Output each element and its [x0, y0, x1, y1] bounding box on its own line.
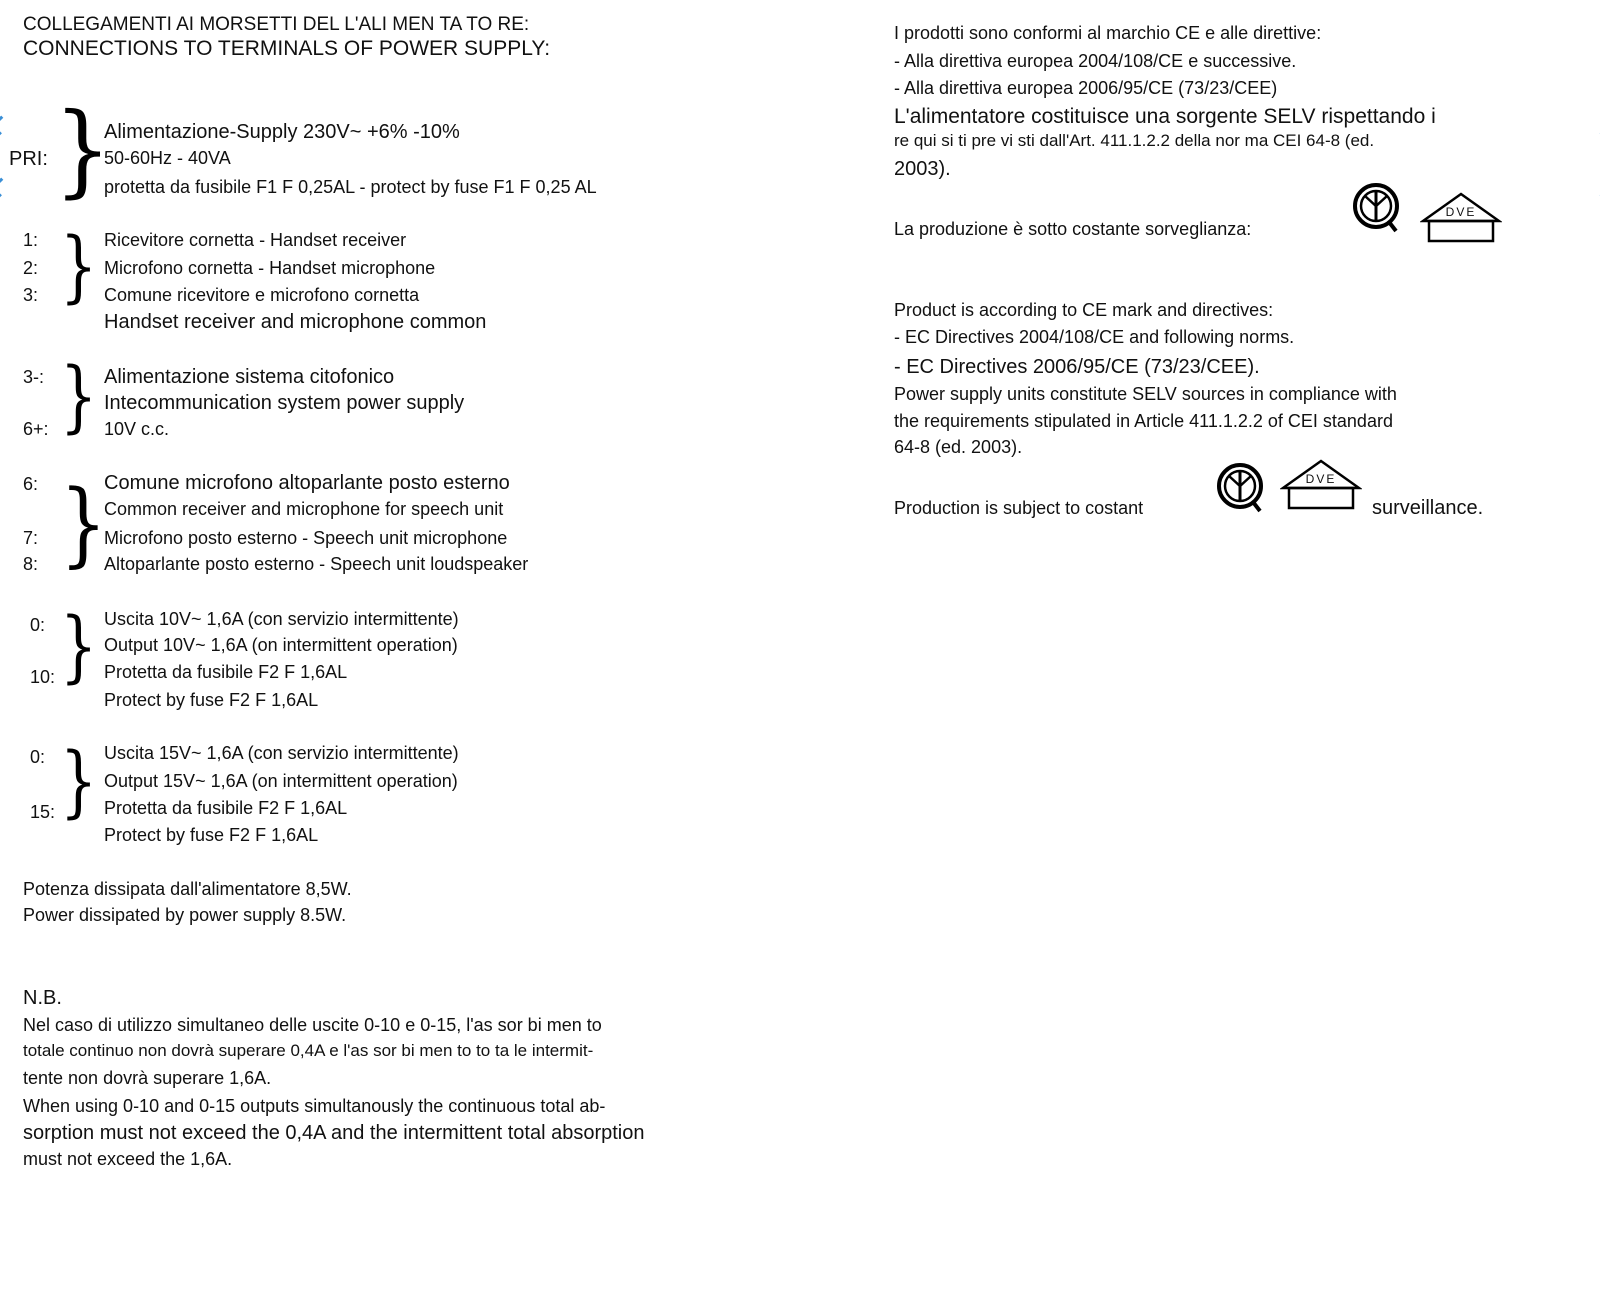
terminal-label-15: 15: — [30, 802, 56, 822]
brace-pri: } — [54, 91, 112, 208]
vde-text-bottom: DVE — [1305, 472, 1337, 486]
ce-english-line-6: 64-8 (ed. 2003). — [894, 437, 1023, 457]
heading-italian: COLLEGAMENTI AI MORSETTI DEL L'ALI MEN TA TO RE: — [23, 14, 530, 35]
intercom-line-1: Alimentazione sistema citofonico — [104, 366, 395, 388]
output15-line-3: Protetta da fusibile F2 F 1,6AL — [104, 798, 348, 818]
imq-mark-icon — [1352, 182, 1404, 236]
right-edge-mark-bottom — [1593, 178, 1600, 198]
vde-mark-bottom — [1280, 458, 1362, 510]
output10-line-2: Output 10V~ 1,6A (on intermittent operation) — [104, 635, 458, 655]
left-edge-mark-top — [0, 116, 10, 136]
terminal-label-1: 1: — [23, 230, 39, 250]
power-dissipated-english: Power dissipated by power supply 8.5W. — [23, 905, 347, 925]
vde-mark-top — [1420, 191, 1502, 243]
intercom-line-2: Intecommunication system power supply — [104, 392, 465, 414]
pri-line-2: 50-60Hz - 40VA — [104, 148, 231, 168]
surveillance-english-start: Production is subject to costant — [894, 498, 1144, 518]
brace-output-15v: } — [60, 737, 98, 827]
nb-line-5: sorption must not exceed the 0,4A and the intermittent total absorption — [23, 1122, 645, 1144]
terminal-label-2: 2: — [23, 258, 39, 278]
terminal-label-6-plus: 6+: — [23, 419, 49, 439]
terminal-label-0-a: 0: — [30, 615, 46, 635]
output10-line-3: Protetta da fusibile F2 F 1,6AL — [104, 662, 348, 682]
brace-intercom: } — [60, 352, 98, 442]
output15-line-1: Uscita 15V~ 1,6A (con servizio intermittente) — [104, 743, 459, 763]
ce-english-line-1: Product is according to CE mark and directives: — [894, 300, 1274, 320]
terminal-label-10: 10: — [30, 667, 56, 687]
output15-line-4: Protect by fuse F2 F 1,6AL — [104, 825, 319, 845]
ce-italian-line-1: I prodotti sono conformi al marchio CE e alle direttive: — [894, 23, 1322, 43]
power-dissipated-italian: Potenza dissipata dall'alimentatore 8,5W. — [23, 879, 352, 899]
brace-handset: } — [60, 222, 98, 312]
ce-english-line-5: the requirements stipulated in Article 411.1.2.2 of CEI standard — [894, 411, 1393, 431]
speech-line-4: Altoparlante posto esterno - Speech unit loudspeaker — [104, 554, 529, 574]
surveillance-italian: La produzione è sotto costante sorveglianza: — [894, 219, 1252, 239]
ce-italian-line-3: - Alla direttiva europea 2006/95/CE (73/23/CEE) — [894, 78, 1278, 98]
vde-text-top: DVE — [1445, 205, 1477, 219]
nb-line-1: Nel caso di utilizzo simultaneo delle uscite 0-10 e 0-15, l'as sor bi men to — [23, 1015, 602, 1035]
heading-english: CONNECTIONS TO TERMINALS OF POWER SUPPLY: — [23, 37, 551, 60]
brace-speech-unit: } — [60, 470, 107, 577]
terminal-label-pri: PRI: — [9, 148, 48, 170]
surveillance-english-end: surveillance. — [1372, 497, 1484, 519]
pri-line-1: Alimentazione-Supply 230V~ +6% -10% — [104, 121, 460, 143]
output15-line-2: Output 15V~ 1,6A (on intermittent operation) — [104, 771, 458, 791]
terminal-label-0-b: 0: — [30, 747, 46, 767]
ce-italian-line-6: 2003). — [894, 158, 951, 180]
speech-line-3: Microfono posto esterno - Speech unit microphone — [104, 528, 508, 548]
intercom-line-3: 10V c.c. — [104, 419, 170, 439]
terminal-label-7: 7: — [23, 528, 39, 548]
nb-line-2: totale continuo non dovrà superare 0,4A e l'as sor bi men to to ta le intermit- — [23, 1041, 594, 1060]
terminal-label-6: 6: — [23, 474, 39, 494]
ce-italian-line-2: - Alla direttiva europea 2004/108/CE e successive. — [894, 51, 1297, 71]
terminal-label-3: 3: — [23, 285, 39, 305]
handset-line-4: Handset receiver and microphone common — [104, 311, 487, 333]
output10-line-1: Uscita 10V~ 1,6A (con servizio intermittente) — [104, 609, 459, 629]
ce-english-line-3: - EC Directives 2006/95/CE (73/23/CEE). — [894, 356, 1260, 378]
pri-line-3: protetta da fusibile F1 F 0,25AL - protect by fuse F1 F 0,25 AL — [104, 177, 597, 197]
nb-line-6: must not exceed the 1,6A. — [23, 1149, 233, 1169]
terminal-label-3-minus: 3-: — [23, 367, 45, 387]
speech-line-1: Comune microfono altoparlante posto esterno — [104, 472, 510, 494]
terminal-label-8: 8: — [23, 554, 39, 574]
right-edge-mark-top — [1593, 116, 1600, 136]
ce-english-line-4: Power supply units constitute SELV sources in compliance with — [894, 384, 1397, 404]
ce-english-line-2: - EC Directives 2004/108/CE and following norms. — [894, 327, 1295, 347]
nb-line-3: tente non dovrà superare 1,6A. — [23, 1068, 272, 1088]
left-edge-mark-bottom — [0, 178, 10, 198]
brace-output-10v: } — [60, 602, 98, 692]
ce-italian-line-5: re qui si ti pre vi sti dall'Art. 411.1.2.2 della nor ma CEI 64-8 (ed. — [894, 131, 1375, 150]
handset-line-3: Comune ricevitore e microfono cornetta — [104, 285, 420, 305]
nb-title: N.B. — [23, 987, 62, 1009]
nb-line-4: When using 0-10 and 0-15 outputs simultanously the continuous total ab- — [23, 1096, 606, 1116]
handset-line-2: Microfono cornetta - Handset microphone — [104, 258, 436, 278]
imq-mark-bottom-icon — [1216, 462, 1268, 516]
output10-line-4: Protect by fuse F2 F 1,6AL — [104, 690, 319, 710]
ce-italian-line-4: L'alimentatore costituisce una sorgente SELV rispettando i — [894, 105, 1436, 128]
handset-line-1: Ricevitore cornetta - Handset receiver — [104, 230, 407, 250]
speech-line-2: Common receiver and microphone for speech unit — [104, 499, 504, 519]
